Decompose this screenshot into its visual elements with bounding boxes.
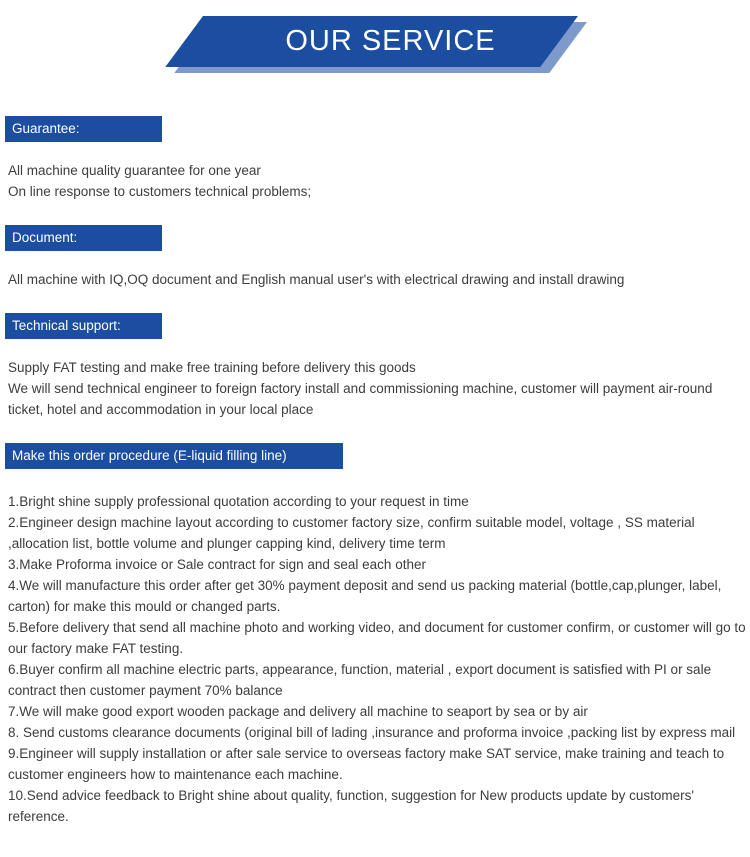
- procedure-item-1: 1.Bright shine supply professional quotation according to your request in time: [8, 494, 469, 509]
- procedure-item-7: 7.We will make good export wooden package and delivery all machine to seaport by sea or by air: [8, 704, 588, 719]
- document-heading: Document:: [5, 225, 162, 251]
- document-line-1: All machine with IQ,OQ document and English manual user's with electrical drawing and install drawing: [8, 272, 625, 287]
- procedure-item-8: 8. Send customs clearance documents (original bill of lading ,insurance and proforma invoice ,packing list by express mail: [8, 725, 736, 740]
- procedure-item-3: 3.Make Proforma invoice or Sale contract for sign and seal each other: [8, 557, 426, 572]
- procedure-item-6: 6.Buyer confirm all machine electric parts, appearance, function, material , export document is satisfied with PI or sale contract then customer payment 70% balance: [8, 662, 712, 698]
- procedure-item-9: 9.Engineer will supply installation or after sale service to overseas factory make SAT service, make training and teach to customer engineers how to maintenance each machine.: [8, 746, 725, 782]
- procedure-item-5: 5.Before delivery that send all machine photo and working video, and document for customer confirm, or customer will go to our factory make FAT testing.: [8, 620, 746, 656]
- guarantee-heading: Guarantee:: [5, 116, 162, 142]
- guarantee-line-2: On line response to customers technical problems;: [8, 184, 312, 199]
- procedure-item-10: 10.Send advice feedback to Bright shine about quality, function, suggestion for New products update by customers' reference.: [8, 788, 694, 824]
- technical-support-line-1: Supply FAT testing and make free training before delivery this goods: [8, 360, 416, 375]
- banner-title: OUR SERVICE: [285, 25, 496, 57]
- order-procedure-list: [8, 491, 746, 827]
- our-service-banner: [0, 0, 750, 93]
- order-procedure-heading: Make this order procedure (E-liquid filling line): [5, 443, 343, 469]
- technical-support-text: [8, 357, 746, 420]
- document-text: [8, 269, 746, 290]
- guarantee-text: [8, 160, 746, 202]
- procedure-item-2: 2.Engineer design machine layout according to customer factory size, confirm suitable model, voltage , SS material ,allocation list, bottle volume and plunger capping kind, delivery time term: [8, 515, 695, 551]
- procedure-item-4: 4.We will manufacture this order after get 30% payment deposit and send us packing material (bottle,cap,plunger, label, carton) for make this mould or changed parts.: [8, 578, 722, 614]
- technical-support-heading: Technical support:: [5, 313, 162, 339]
- technical-support-line-2: We will send technical engineer to foreign factory install and commissioning machine, customer will payment air-round ticket, hotel and accommodation in your local place: [8, 381, 713, 417]
- guarantee-line-1: All machine quality guarantee for one year: [8, 163, 261, 178]
